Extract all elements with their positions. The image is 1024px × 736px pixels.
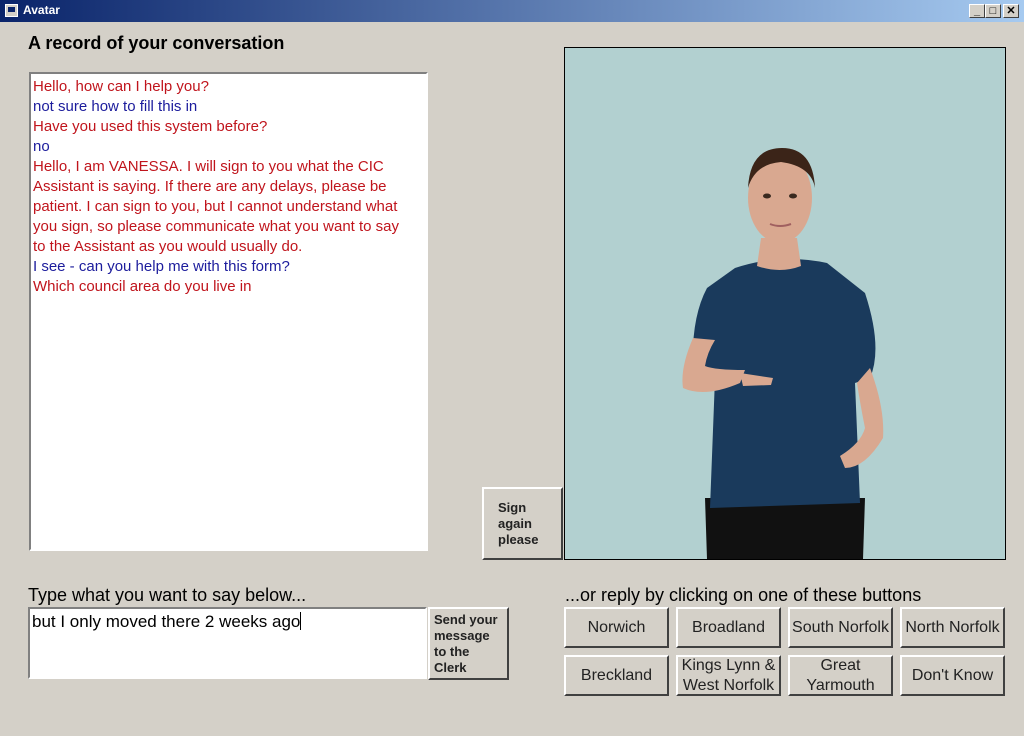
reply-label: Don't Know xyxy=(911,666,994,684)
sign-again-label: again xyxy=(498,515,532,531)
reply-broadland-button[interactable] xyxy=(676,607,781,648)
reply-kings-lynn-button[interactable] xyxy=(676,655,781,696)
minimize-button[interactable]: _ xyxy=(969,4,985,18)
reply-norwich-button[interactable] xyxy=(564,607,669,648)
send-label: message xyxy=(434,627,490,643)
reply-label: Broadland xyxy=(692,618,765,636)
transcript-line: not sure how to fill this in xyxy=(33,98,198,115)
send-label: Clerk xyxy=(434,659,467,675)
reply-north-norfolk-button[interactable] xyxy=(900,607,1005,648)
send-label: to the xyxy=(434,643,470,659)
transcript-line: Which council area do you live in xyxy=(33,278,252,295)
reply-south-norfolk-button[interactable] xyxy=(788,607,893,648)
reply-label: Breckland xyxy=(580,666,653,684)
transcript-line: Assistant is saying. If there are any delays, please be xyxy=(33,178,387,195)
title-bar xyxy=(0,0,1024,22)
message-input-value: but I only moved there 2 weeks ago xyxy=(32,612,301,631)
reply-great-yarmouth-button[interactable] xyxy=(788,655,893,696)
transcript-line: to the Assistant as you would usually do. xyxy=(33,238,303,255)
transcript-line: patient. I can sign to you, but I cannot understand what xyxy=(33,198,398,215)
maximize-button[interactable]: □ xyxy=(985,4,1001,18)
signing-avatar-view xyxy=(564,47,1006,560)
text-caret xyxy=(300,612,301,630)
transcript-line: Hello, how can I help you? xyxy=(33,78,209,95)
reply-label: Norwich xyxy=(587,618,646,636)
page-title: A record of your conversation xyxy=(28,33,285,53)
send-label: Send your xyxy=(434,611,498,627)
reply-label: Kings Lynn & xyxy=(681,656,776,674)
transcript-line: you sign, so please communicate what you want to say xyxy=(33,218,400,235)
reply-label: Yarmouth xyxy=(806,676,875,694)
message-input[interactable] xyxy=(28,607,427,679)
reply-label: West Norfolk xyxy=(682,676,775,694)
reply-label: South Norfolk xyxy=(792,618,889,636)
reply-dont-know-button[interactable] xyxy=(900,655,1005,696)
transcript-line: Hello, I am VANESSA. I will sign to you what the CIC xyxy=(33,158,384,175)
close-button[interactable]: ✕ xyxy=(1003,4,1019,18)
sign-again-button[interactable] xyxy=(482,487,563,560)
reply-label: North Norfolk xyxy=(905,618,1000,636)
window-title: Avatar xyxy=(23,3,60,17)
reply-breckland-button[interactable] xyxy=(564,655,669,696)
input-prompt: Type what you want to say below... xyxy=(28,585,307,605)
sign-again-label: Sign xyxy=(498,499,527,515)
reply-label: Great xyxy=(820,656,861,674)
transcript-line: no xyxy=(33,138,50,155)
avatar-figure xyxy=(565,48,1005,559)
app-icon[interactable] xyxy=(5,4,18,17)
conversation-transcript[interactable] xyxy=(29,72,428,551)
send-message-button[interactable] xyxy=(428,607,509,680)
transcript-line: Have you used this system before? xyxy=(33,118,268,135)
transcript-line: I see - can you help me with this form? xyxy=(33,258,290,275)
reply-prompt: ...or reply by clicking on one of these buttons xyxy=(565,585,922,605)
sign-again-label: please xyxy=(498,531,539,547)
